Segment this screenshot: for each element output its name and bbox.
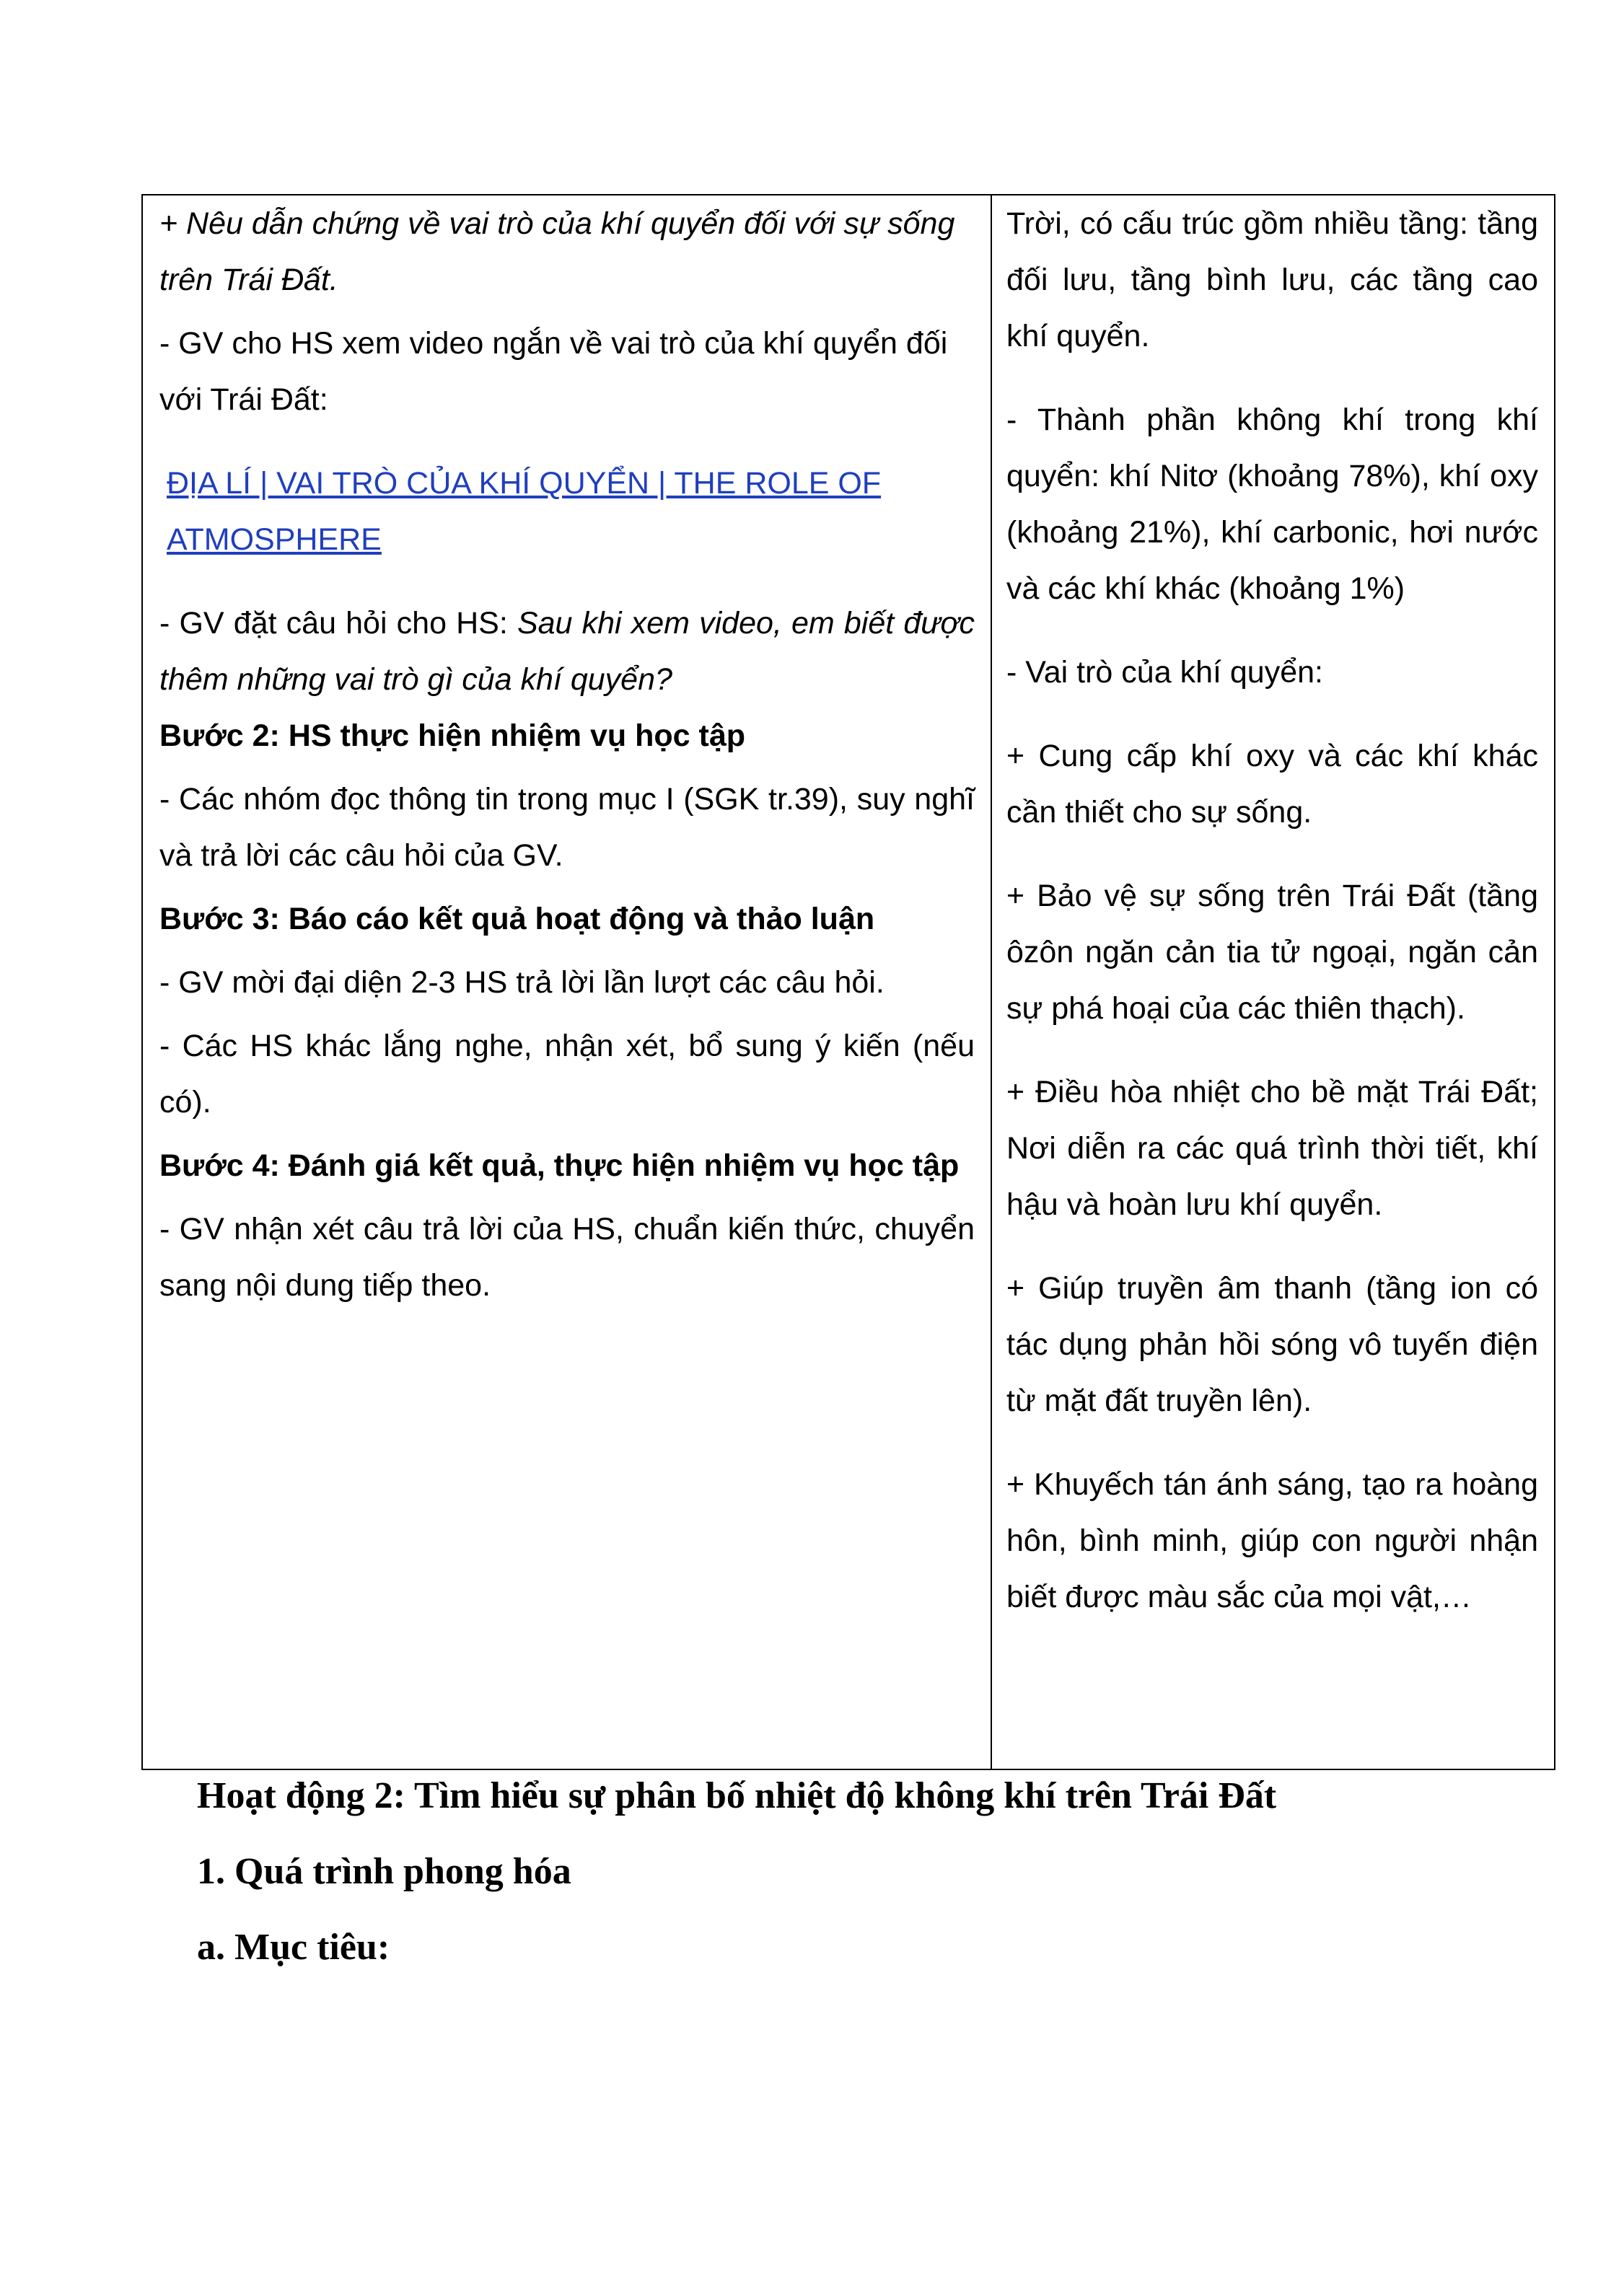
- expected-result-column: [992, 195, 1554, 1769]
- result-paragraph: + Cung cấp khí oxy và các khí khác cần thiết cho sự sống.: [1006, 739, 1538, 830]
- step-2-text: - Các nhóm đọc thông tin trong mục I (SGK tr.39), suy nghĩ và trả lời các câu hỏi của GV.: [159, 782, 975, 873]
- subsection-heading: a. Mục tiêu:: [197, 1927, 390, 1968]
- question-prefix: - GV đặt câu hỏi cho HS:: [159, 606, 517, 641]
- lesson-table: [141, 194, 1555, 1770]
- step-4-heading: Bước 4: Đánh giá kết quả, thực hiện nhiệm vụ học tập: [159, 1148, 960, 1183]
- result-paragraph: - Vai trò của khí quyển:: [1006, 655, 1323, 690]
- question-text: Sau khi xem video, em biết được thêm những vai trò gì của khí quyển?: [159, 606, 975, 697]
- task-item: + Nêu dẫn chứng về vai trò của khí quyển đối với sự sống trên Trái Đất.: [159, 206, 955, 297]
- step-4-text: - GV nhận xét câu trả lời của HS, chuẩn kiến thức, chuyển sang nội dung tiếp theo.: [159, 1212, 975, 1303]
- instruction-paragraph: - GV cho HS xem video ngắn về vai trò của khí quyển đối với Trái Đất:: [159, 326, 948, 417]
- video-link-paragraph: [159, 455, 975, 568]
- result-paragraph: + Điều hòa nhiệt cho bề mặt Trái Đất; Nơi diễn ra các quá trình thời tiết, khí hậu và hoàn lưu khí quyển.: [1006, 1075, 1538, 1222]
- question-paragraph: [159, 595, 975, 708]
- result-paragraph: + Giúp truyền âm thanh (tầng ion có tác dụng phản hồi sóng vô tuyến điện từ mặt đất truyền lên).: [1006, 1271, 1538, 1418]
- result-paragraph: Trời, có cấu trúc gồm nhiều tầng: tầng đối lưu, tầng bình lưu, các tầng cao khí quyển.: [1006, 206, 1538, 353]
- step-3-heading: Bước 3: Báo cáo kết quả hoạt động và thảo luận: [159, 902, 875, 936]
- result-paragraph: + Bảo vệ sự sống trên Trái Đất (tầng ôzôn ngăn cản tia tử ngoại, ngăn cản sự phá hoại của các thiên thạch).: [1006, 879, 1538, 1026]
- step-3-text-2: - Các HS khác lắng nghe, nhận xét, bổ sung ý kiến (nếu có).: [159, 1029, 975, 1120]
- result-paragraph: - Thành phần không khí trong khí quyển: khí Nitơ (khoảng 78%), khí oxy (khoảng 21%), khí carbonic, hơi nước và các khí khác (khoảng 1%): [1006, 403, 1538, 606]
- video-link[interactable]: ĐỊA LÍ | VAI TRÒ CỦA KHÍ QUYỂN | THE ROLE OF ATMOSPHERE: [167, 466, 882, 557]
- teacher-activity-column: [143, 195, 992, 1769]
- activity-heading: Hoạt động 2: Tìm hiểu sự phân bố nhiệt độ không khí trên Trái Đất: [197, 1775, 1277, 1816]
- section-heading: 1. Quá trình phong hóa: [197, 1851, 571, 1892]
- step-2-heading: Bước 2: HS thực hiện nhiệm vụ học tập: [159, 718, 746, 753]
- step-3-text-1: - GV mời đại diện 2-3 HS trả lời lần lượt các câu hỏi.: [159, 965, 885, 1000]
- result-paragraph: + Khuyếch tán ánh sáng, tạo ra hoàng hôn, bình minh, giúp con người nhận biết được màu sắc của mọi vật,…: [1006, 1467, 1538, 1614]
